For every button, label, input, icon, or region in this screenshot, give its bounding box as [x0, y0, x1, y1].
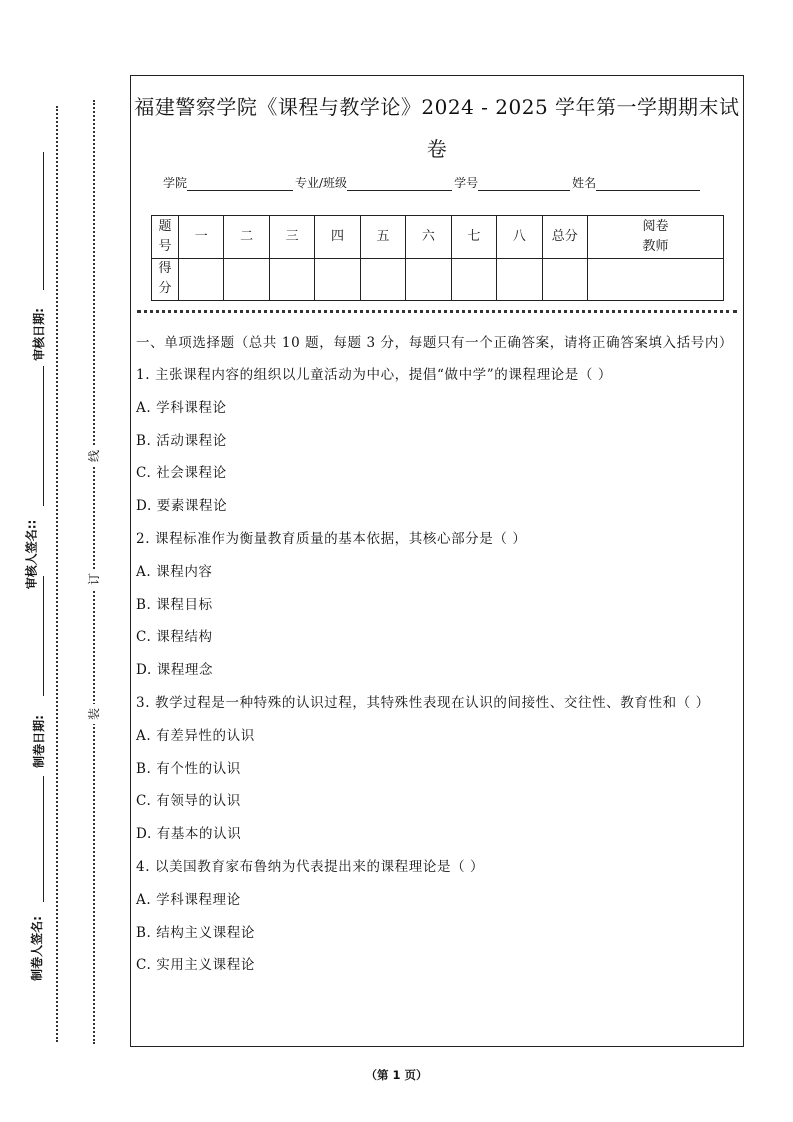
score-cell[interactable]: [315, 258, 360, 301]
review-date-line: [43, 152, 44, 290]
student-info-row: [163, 174, 702, 191]
exam-title-line1: 福建警察学院《课程与教学论》2024 - 2025 学年第一学期期末试: [134, 95, 740, 119]
score-col-1: 一: [179, 216, 224, 259]
question-option: C. 课程结构: [136, 629, 213, 646]
question-stem: 4. 以美国教育家布鲁纳为代表提出来的课程理论是（ ）: [136, 858, 485, 875]
score-table: [151, 215, 724, 301]
score-col-grader: 阅卷 教师: [588, 216, 724, 259]
score-col-5: 五: [360, 216, 405, 259]
question-option: B. 有个性的认识: [136, 760, 241, 777]
score-cell[interactable]: [224, 258, 269, 301]
section-heading: 一、单项选择题（总共 10 题，每题 3 分，每题只有一个正确答案，请将正确答案填入括号内）: [136, 335, 734, 351]
score-cell[interactable]: [269, 258, 314, 301]
score-cell[interactable]: [360, 258, 405, 301]
score-table-row-head: 题 号: [152, 216, 179, 259]
question-option: B. 结构主义课程论: [136, 924, 256, 941]
score-cell[interactable]: [179, 258, 224, 301]
score-col-6: 六: [406, 216, 451, 259]
score-cell[interactable]: [497, 258, 542, 301]
score-cell[interactable]: [406, 258, 451, 301]
score-table-header-row: [152, 216, 724, 259]
score-table-score-row: [152, 258, 724, 301]
binding-char-line: 线: [86, 446, 102, 466]
score-col-2: 二: [224, 216, 269, 259]
maker-sign-line: [43, 776, 44, 902]
score-col-4: 四: [315, 216, 360, 259]
question-option: A. 课程内容: [136, 563, 213, 580]
page-number: （第 1 页）: [365, 1068, 428, 1082]
question-section: [136, 332, 740, 987]
review-date-label: 审核日期:: [31, 308, 46, 361]
question-option: C. 社会课程论: [136, 465, 227, 482]
score-cell[interactable]: [542, 258, 588, 301]
name-label: 姓名: [572, 176, 597, 190]
exam-frame: [130, 75, 744, 1047]
exam-title-line2: 卷: [426, 137, 448, 161]
question-option: B. 活动课程论: [136, 432, 227, 449]
make-date-line: [43, 576, 44, 696]
major-field[interactable]: [347, 176, 452, 191]
score-table-score-head: 得 分: [152, 258, 179, 301]
header-divider: [137, 310, 737, 313]
question-option: B. 课程目标: [136, 596, 213, 613]
score-col-7: 七: [451, 216, 496, 259]
exam-title: [131, 86, 743, 170]
outer-dotted-line: [56, 106, 58, 1042]
reviewer-sign-line: [43, 366, 44, 506]
student-id-label: 学号: [454, 176, 479, 190]
make-date-label: 制卷日期:: [31, 715, 46, 768]
student-id-field[interactable]: [478, 176, 570, 191]
name-field[interactable]: [596, 176, 700, 191]
question-option: A. 学科课程理论: [136, 891, 241, 908]
score-col-3: 三: [269, 216, 314, 259]
question-stem: 3. 教学过程是一种特殊的认识过程，其特殊性表现在认识的间接性、交往性、教育性和（ ）: [136, 694, 710, 711]
score-col-8: 八: [497, 216, 542, 259]
question-option: D. 课程理念: [136, 662, 214, 679]
score-col-total: 总分: [542, 216, 588, 259]
question-option: D. 有基本的认识: [136, 826, 242, 843]
binding-char-order: 订: [86, 569, 102, 589]
question-option: A. 学科课程论: [136, 399, 227, 416]
binding-char-bind: 装: [86, 704, 102, 724]
college-field[interactable]: [187, 176, 293, 191]
question-option: A. 有差异性的认识: [136, 727, 255, 744]
question-option: C. 有领导的认识: [136, 793, 241, 810]
maker-sign-label: 制卷人签名:: [29, 916, 44, 981]
major-label: 专业/班级: [295, 176, 348, 190]
score-cell[interactable]: [588, 258, 724, 301]
college-label: 学院: [163, 176, 188, 190]
question-stem: 1. 主张课程内容的组织以儿童活动为中心，提倡“做中学”的课程理论是（ ）: [136, 367, 612, 383]
score-cell[interactable]: [451, 258, 496, 301]
question-stem: 2. 课程标准作为衡量教育质量的基本依据，其核心部分是（ ）: [136, 530, 527, 547]
question-option: C. 实用主义课程论: [136, 957, 255, 974]
question-option: D. 要素课程论: [136, 498, 228, 515]
reviewer-sign-label: 审核人签名::: [24, 519, 39, 590]
